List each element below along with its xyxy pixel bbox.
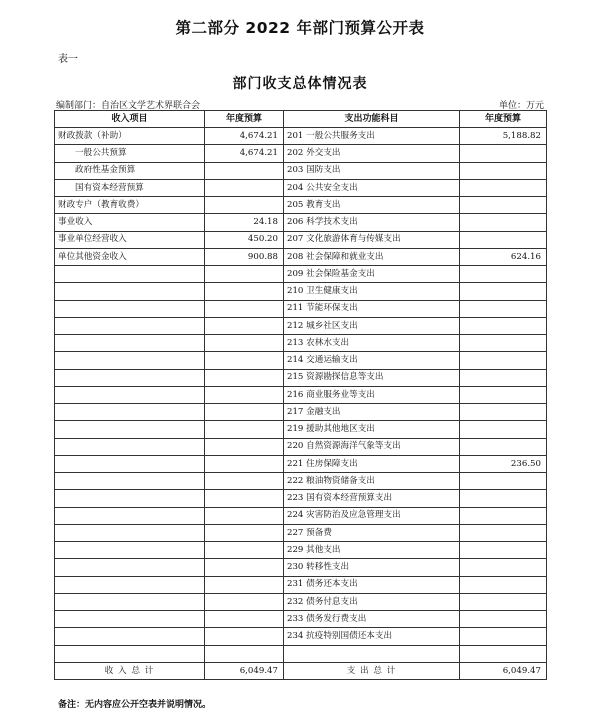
expense-value-cell bbox=[460, 352, 547, 369]
expense-item-cell: 201 一般公共服务支出 bbox=[284, 128, 460, 145]
expense-item-cell: 220 自然资源海洋气象等支出 bbox=[284, 438, 460, 455]
table-row bbox=[55, 455, 547, 472]
income-item-cell bbox=[55, 628, 205, 645]
income-value-cell bbox=[205, 197, 284, 214]
income-item-cell bbox=[55, 524, 205, 541]
table-row bbox=[55, 145, 547, 162]
income-value-cell bbox=[205, 404, 284, 421]
income-item-cell bbox=[55, 438, 205, 455]
table-row bbox=[55, 421, 547, 438]
income-value-cell bbox=[205, 593, 284, 610]
table-row bbox=[55, 611, 547, 628]
expense-item-cell: 209 社会保险基金支出 bbox=[284, 266, 460, 283]
income-item-cell bbox=[55, 455, 205, 472]
income-value-cell bbox=[205, 542, 284, 559]
expense-total-label: 支 出 总 计 bbox=[284, 662, 460, 679]
income-item-cell: 事业单位经营收入 bbox=[55, 231, 205, 248]
income-value-cell bbox=[205, 162, 284, 179]
income-item-cell bbox=[55, 507, 205, 524]
table-row bbox=[55, 593, 547, 610]
expense-item-cell: 219 援助其他地区支出 bbox=[284, 421, 460, 438]
expense-item-cell: 229 其他支出 bbox=[284, 542, 460, 559]
income-value-cell: 24.18 bbox=[205, 214, 284, 231]
footnote: 备注：无内容应公开空表并说明情况。 bbox=[58, 700, 212, 710]
expense-item-cell: 207 文化旅游体育与传媒支出 bbox=[284, 231, 460, 248]
expense-value-cell bbox=[460, 438, 547, 455]
income-value-cell bbox=[205, 559, 284, 576]
table-row bbox=[55, 300, 547, 317]
income-item-cell: 事业收入 bbox=[55, 214, 205, 231]
expense-value-cell bbox=[460, 231, 547, 248]
table-row bbox=[55, 473, 547, 490]
table-row bbox=[55, 507, 547, 524]
table-number: 表一 bbox=[58, 54, 78, 65]
expense-item-cell: 206 科学技术支出 bbox=[284, 214, 460, 231]
table-row bbox=[55, 214, 547, 231]
income-item-cell: 单位其他资金收入 bbox=[55, 248, 205, 265]
income-item-cell bbox=[55, 559, 205, 576]
expense-item-cell: 234 抗疫特别国债还本支出 bbox=[284, 628, 460, 645]
totals-row bbox=[55, 662, 547, 679]
table-row bbox=[55, 369, 547, 386]
expense-item-cell: 210 卫生健康支出 bbox=[284, 283, 460, 300]
header-expense-item: 支出功能科目 bbox=[284, 111, 460, 128]
expense-value-cell: 624.16 bbox=[460, 248, 547, 265]
income-value-cell bbox=[205, 611, 284, 628]
expense-item-cell: 214 交通运输支出 bbox=[284, 352, 460, 369]
expense-value-cell bbox=[460, 317, 547, 334]
table-row bbox=[55, 490, 547, 507]
expense-value-cell bbox=[460, 386, 547, 403]
income-item-cell bbox=[55, 611, 205, 628]
income-item-cell bbox=[55, 473, 205, 490]
income-item-cell: 一般公共预算 bbox=[55, 145, 205, 162]
unit-label: 单位：万元 bbox=[498, 101, 544, 111]
income-item-cell bbox=[55, 404, 205, 421]
income-item-cell bbox=[55, 266, 205, 283]
table-row bbox=[55, 438, 547, 455]
income-value-cell bbox=[205, 335, 284, 352]
expense-item-cell: 223 国有资本经营预算支出 bbox=[284, 490, 460, 507]
income-value-cell: 4,674.21 bbox=[205, 128, 284, 145]
income-value-cell bbox=[205, 369, 284, 386]
table-row bbox=[55, 404, 547, 421]
income-total-label: 收 入 总 计 bbox=[55, 662, 205, 679]
expense-value-cell bbox=[460, 611, 547, 628]
expense-value-cell bbox=[460, 369, 547, 386]
income-item-cell bbox=[55, 300, 205, 317]
income-value-cell bbox=[205, 300, 284, 317]
header-expense-budget: 年度预算 bbox=[460, 111, 547, 128]
income-value-cell bbox=[205, 352, 284, 369]
expense-value-cell bbox=[460, 473, 547, 490]
table-row bbox=[55, 283, 547, 300]
expense-value-cell bbox=[460, 421, 547, 438]
expense-item-cell: 233 债务发行费支出 bbox=[284, 611, 460, 628]
expense-value-cell bbox=[460, 162, 547, 179]
income-value-cell: 900.88 bbox=[205, 248, 284, 265]
income-item-cell bbox=[55, 490, 205, 507]
expense-item-cell: 221 住房保障支出 bbox=[284, 455, 460, 472]
expense-item-cell: 230 转移性支出 bbox=[284, 559, 460, 576]
income-value-cell bbox=[205, 455, 284, 472]
income-item-cell: 财政专户（教育收费） bbox=[55, 197, 205, 214]
expense-item-cell: 232 债务付息支出 bbox=[284, 593, 460, 610]
expense-item-cell: 224 灾害防治及应急管理支出 bbox=[284, 507, 460, 524]
expense-total-value: 6,049.47 bbox=[460, 662, 547, 679]
expense-item-cell: 222 粮油物资储备支出 bbox=[284, 473, 460, 490]
income-value-cell bbox=[205, 628, 284, 645]
compiling-department: 编制部门：自治区文学艺术界联合会 bbox=[56, 101, 201, 111]
expense-value-cell bbox=[460, 576, 547, 593]
table-row bbox=[55, 335, 547, 352]
table-row bbox=[55, 386, 547, 403]
expense-item-cell: 217 金融支出 bbox=[284, 404, 460, 421]
expense-value-cell bbox=[460, 628, 547, 645]
table-row bbox=[55, 542, 547, 559]
expense-value-cell bbox=[460, 214, 547, 231]
expense-value-cell bbox=[460, 145, 547, 162]
income-item-cell bbox=[55, 421, 205, 438]
table-row bbox=[55, 317, 547, 334]
header-income-budget: 年度预算 bbox=[205, 111, 284, 128]
expense-item-cell bbox=[284, 645, 460, 662]
income-value-cell bbox=[205, 524, 284, 541]
income-value-cell: 450.20 bbox=[205, 231, 284, 248]
table-row bbox=[55, 197, 547, 214]
table-row bbox=[55, 128, 547, 145]
expense-value-cell bbox=[460, 300, 547, 317]
expense-item-cell: 227 预备费 bbox=[284, 524, 460, 541]
table-row bbox=[55, 576, 547, 593]
income-value-cell bbox=[205, 421, 284, 438]
income-item-cell bbox=[55, 645, 205, 662]
expense-value-cell bbox=[460, 507, 547, 524]
income-item-cell bbox=[55, 369, 205, 386]
income-value-cell bbox=[205, 576, 284, 593]
income-item-cell bbox=[55, 542, 205, 559]
income-item-cell bbox=[55, 576, 205, 593]
table-body bbox=[55, 128, 547, 663]
income-value-cell bbox=[205, 490, 284, 507]
expense-value-cell: 5,188.82 bbox=[460, 128, 547, 145]
income-value-cell bbox=[205, 179, 284, 196]
table-row bbox=[55, 352, 547, 369]
income-total-value: 6,049.47 bbox=[205, 662, 284, 679]
income-value-cell bbox=[205, 266, 284, 283]
expense-value-cell bbox=[460, 197, 547, 214]
income-item-cell bbox=[55, 386, 205, 403]
table-row bbox=[55, 524, 547, 541]
table-header-row bbox=[55, 111, 547, 128]
expense-item-cell: 205 教育支出 bbox=[284, 197, 460, 214]
income-value-cell: 4,674.21 bbox=[205, 145, 284, 162]
expense-value-cell bbox=[460, 645, 547, 662]
expense-value-cell bbox=[460, 524, 547, 541]
table-row bbox=[55, 628, 547, 645]
income-item-cell bbox=[55, 335, 205, 352]
expense-value-cell bbox=[460, 593, 547, 610]
table-row bbox=[55, 231, 547, 248]
table-row bbox=[55, 266, 547, 283]
table-row bbox=[55, 248, 547, 265]
expense-value-cell bbox=[460, 404, 547, 421]
income-value-cell bbox=[205, 438, 284, 455]
table-row bbox=[55, 162, 547, 179]
expense-item-cell: 212 城乡社区支出 bbox=[284, 317, 460, 334]
expense-item-cell: 211 节能环保支出 bbox=[284, 300, 460, 317]
header-income-item: 收入项目 bbox=[55, 111, 205, 128]
expense-value-cell: 236.50 bbox=[460, 455, 547, 472]
expense-item-cell: 203 国防支出 bbox=[284, 162, 460, 179]
expense-value-cell bbox=[460, 179, 547, 196]
budget-table bbox=[54, 110, 547, 680]
table-row bbox=[55, 179, 547, 196]
income-item-cell bbox=[55, 593, 205, 610]
expense-value-cell bbox=[460, 559, 547, 576]
expense-value-cell bbox=[460, 283, 547, 300]
income-item-cell bbox=[55, 352, 205, 369]
income-value-cell bbox=[205, 283, 284, 300]
expense-value-cell bbox=[460, 490, 547, 507]
income-item-cell: 国有资本经营预算 bbox=[55, 179, 205, 196]
expense-item-cell: 202 外交支出 bbox=[284, 145, 460, 162]
income-item-cell bbox=[55, 317, 205, 334]
income-value-cell bbox=[205, 317, 284, 334]
income-value-cell bbox=[205, 386, 284, 403]
expense-item-cell: 216 商业服务业等支出 bbox=[284, 386, 460, 403]
expense-item-cell: 215 资源勘探信息等支出 bbox=[284, 369, 460, 386]
expense-item-cell: 231 债务还本支出 bbox=[284, 576, 460, 593]
income-item-cell: 政府性基金预算 bbox=[55, 162, 205, 179]
table-row bbox=[55, 559, 547, 576]
income-item-cell: 财政拨款（补助） bbox=[55, 128, 205, 145]
expense-value-cell bbox=[460, 266, 547, 283]
table-row bbox=[55, 645, 547, 662]
income-item-cell bbox=[55, 283, 205, 300]
expense-item-cell: 204 公共安全支出 bbox=[284, 179, 460, 196]
expense-value-cell bbox=[460, 542, 547, 559]
page-title: 第二部分 2022 年部门预算公开表 bbox=[175, 19, 425, 37]
expense-value-cell bbox=[460, 335, 547, 352]
expense-item-cell: 208 社会保障和就业支出 bbox=[284, 248, 460, 265]
income-value-cell bbox=[205, 645, 284, 662]
income-value-cell bbox=[205, 473, 284, 490]
expense-item-cell: 213 农林水支出 bbox=[284, 335, 460, 352]
table-title: 部门收支总体情况表 bbox=[232, 76, 368, 92]
income-value-cell bbox=[205, 507, 284, 524]
